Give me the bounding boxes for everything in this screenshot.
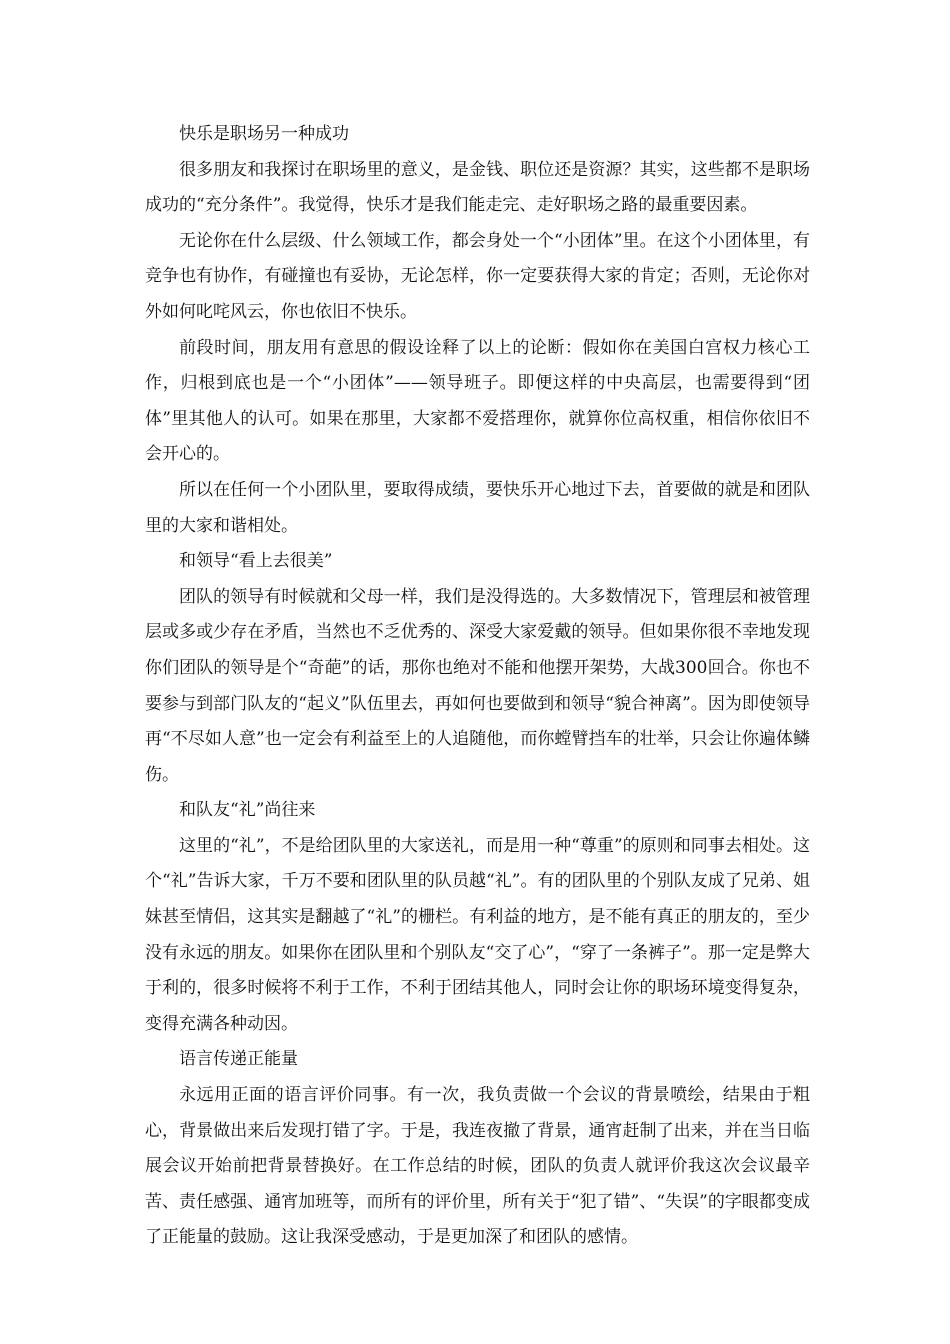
document-title: 快乐是职场另一种成功 <box>179 124 349 144</box>
intro-paragraph-3: 前段时间，朋友用有意思的假设诠释了以上的论断：假如你在美国白宫权力核心工作，归根到底也是一个“小团体”——领导班子。即便这样的中央高层，也需要得到“团体”里其他人的认可。如果在那里，大家都不爱搭理你，就算你位高权重，相信你依旧不会开心的。 <box>145 337 810 465</box>
section-heading-language: 语言传递正能量 <box>179 1049 298 1070</box>
section-paragraph-teammates: 这里的“礼”，不是给团队里的大家送礼，而是用一种“尊重”的原则和同事去相处。这个“礼”告诉大家，千万不要和团队里的队员越“礼”。有的团队里的个别队友成了兄弟、姐妹甚至情侣，这其实是翻越了“礼”的栅栏。有利益的地方，是不能有真正的朋友的，至少没有永远的朋友。如果你在团队里和个别队友“交了心”，“穿了一条裤子”。那一定是弊大于利的，很多时候将不利于工作，不利于团结其他人，同时会让你的职场环境变得复杂，变得充满各种动因。 <box>145 835 810 1034</box>
section-heading-leader: 和领导“看上去很美” <box>179 551 333 572</box>
section-paragraph-language: 永远用正面的语言评价同事。有一次，我负责做一个会议的背景喷绘，结果由于粗心，背景做出来后发现打错了字。于是，我连夜撤了背景，通宵赶制了出来，并在当日临展会议开始前把背景替换好。在工作总结的时候，团队的负责人就评价我这次会议最辛苦、责任感强、通宵加班等，而所有的评价里，所有关于“犯了错”、“失误”的字眼都变成了正能量的鼓励。这让我深受感动，于是更加深了和团队的感情。 <box>145 1085 810 1248</box>
intro-paragraph-2: 无论你在什么层级、什么领域工作，都会身处一个“小团体”里。在这个小团体里，有竞争也有协作，有碰撞也有妥协，无论怎样，你一定要获得大家的肯定；否则，无论你对外如何叱咤风云，你也依旧不快乐。 <box>145 230 810 322</box>
section-paragraph-leader: 团队的领导有时候就和父母一样，我们是没得选的。大多数情况下，管理层和被管理层或多或少存在矛盾，当然也不乏优秀的、深受大家爱戴的领导。但如果你很不幸地发现你们团队的领导是个“奇葩”的话，那你也绝对不能和他摆开架势，大战300回合。你也不要参与到部门队友的“起义”队伍里去，再如何也要做到和领导“貌合神离”。因为即使领导再“不尽如人意”也一定会有利益至上的人追随他，而你螳臂挡车的壮举，只会让你遍体鳞伤。 <box>145 586 810 785</box>
intro-paragraph-4: 所以在任何一个小团队里，要取得成绩，要快乐开心地过下去，首要做的就是和团队里的大家和谐相处。 <box>145 479 810 536</box>
intro-paragraph-1: 很多朋友和我探讨在职场里的意义，是金钱、职位还是资源？其实，这些都不是职场成功的“充分条件”。我觉得，快乐才是我们能走完、走好职场之路的最重要因素。 <box>145 159 810 216</box>
section-heading-teammates: 和队友“礼”尚往来 <box>179 800 316 821</box>
